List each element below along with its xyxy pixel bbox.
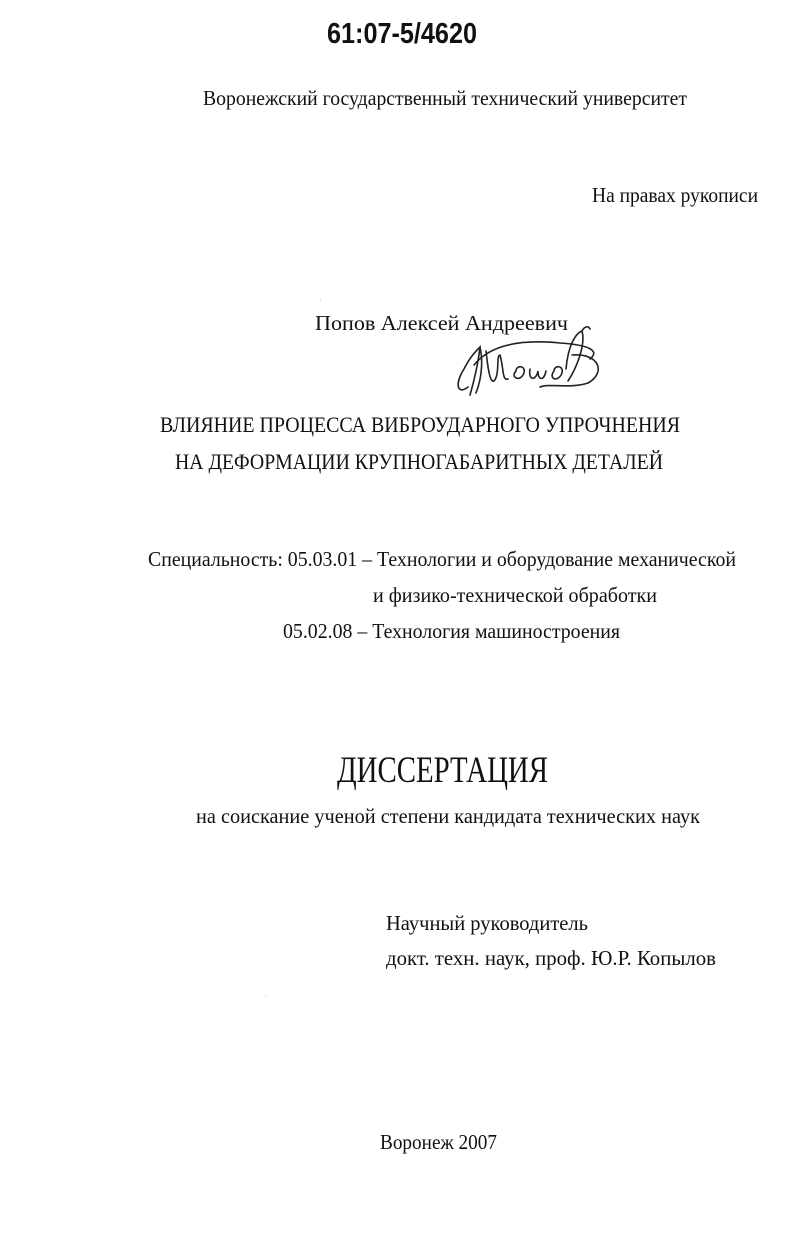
specialty-line-2: и физико-технической обработки	[373, 583, 657, 607]
manuscript-rights-note: На правах рукописи	[592, 183, 758, 207]
supervisor-label: Научный руководитель	[386, 911, 588, 935]
document-type: ДИССЕРТАЦИЯ	[337, 750, 548, 791]
title-line-2: НА ДЕФОРМАЦИИ КРУПНОГАБАРИТНЫХ ДЕТАЛЕЙ	[175, 449, 663, 474]
author-signature	[450, 325, 610, 405]
scan-speck	[320, 300, 321, 301]
specialty-line-3: 05.02.08 – Технология машиностроения	[283, 619, 620, 643]
degree-line: на соискание ученой степени кандидата технических наук	[196, 804, 700, 828]
title-line-1: ВЛИЯНИЕ ПРОЦЕССА ВИБРОУДАРНОГО УПРОЧНЕНИЯ	[160, 412, 680, 437]
specialty-line-1: Специальность: 05.03.01 – Технологии и оборудование механической	[148, 547, 736, 571]
university-name: Воронежский государственный технический университет	[203, 86, 687, 110]
scan-speck	[265, 995, 266, 996]
archive-code: 61:07-5/4620	[327, 18, 477, 50]
place-year: Воронеж 2007	[380, 1130, 497, 1154]
supervisor-name: докт. техн. наук, проф. Ю.Р. Копылов	[386, 946, 716, 970]
author-name: Попов Алексей Андреевич	[315, 311, 568, 335]
